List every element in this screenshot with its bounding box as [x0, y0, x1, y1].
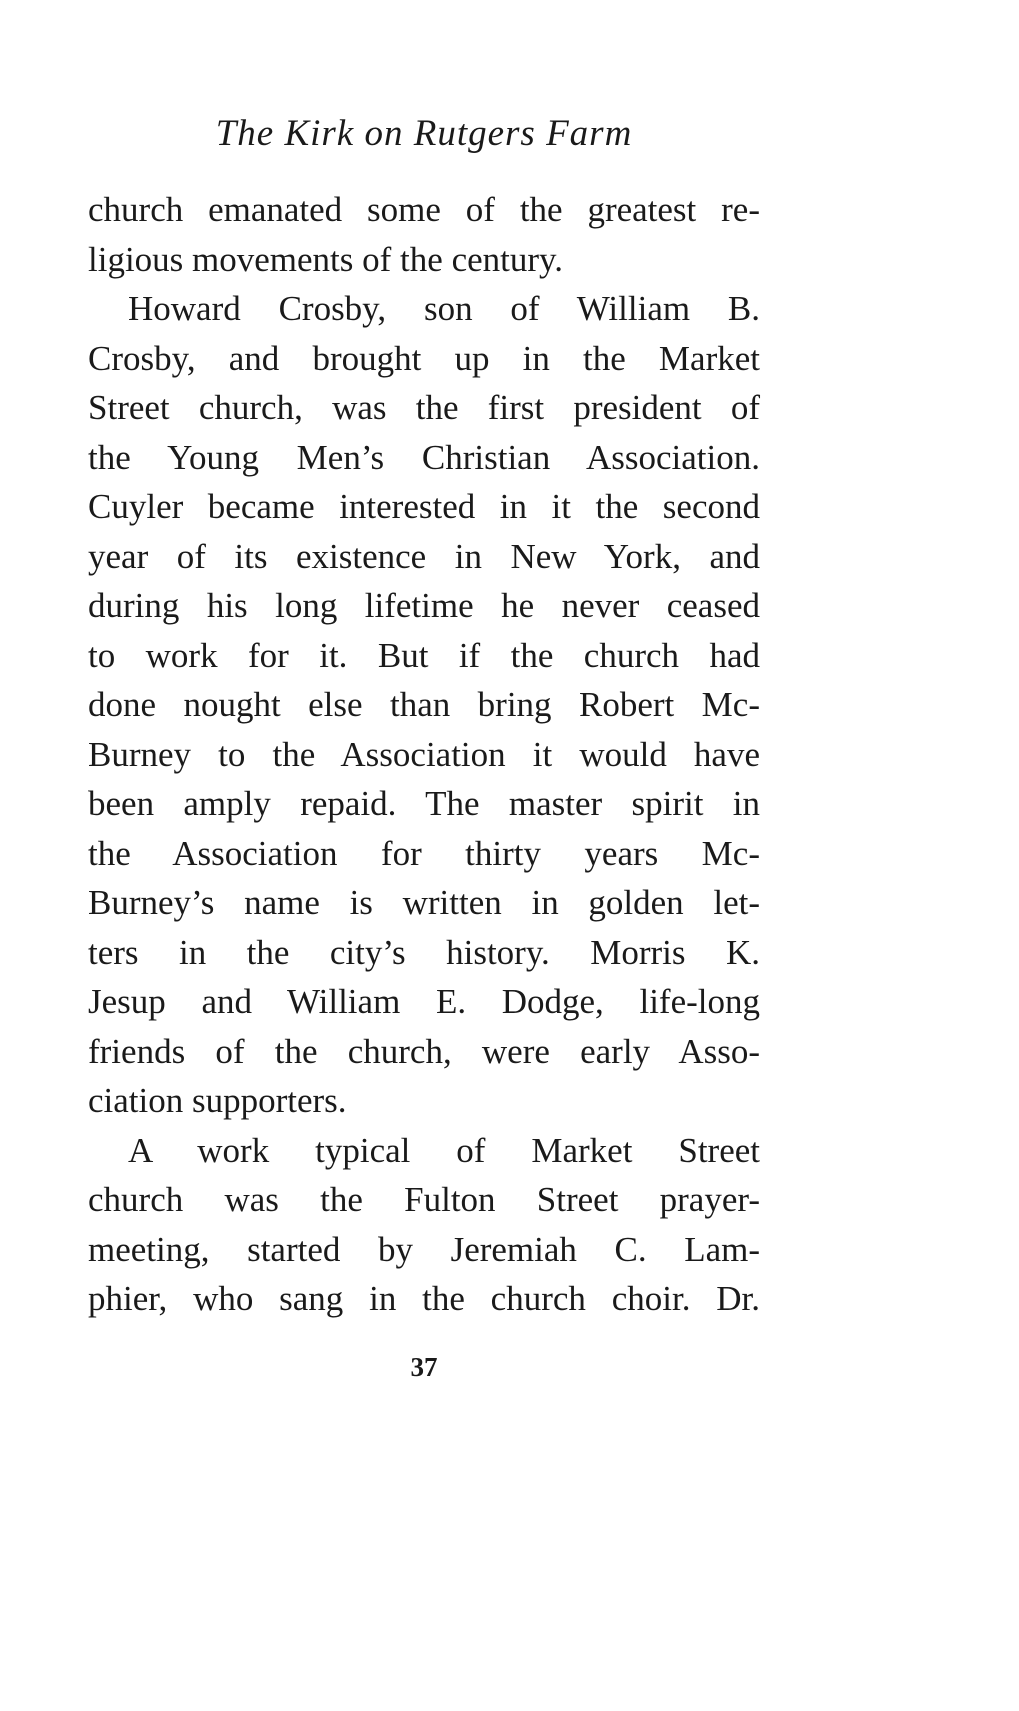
text-line: Howard Crosby, son of William B. — [128, 289, 760, 328]
text-line: been amply repaid. The master spirit in — [88, 784, 760, 823]
text-line: church emanated some of the greatest re- — [88, 190, 760, 229]
text-line: Burney’s name is written in golden let- — [88, 883, 760, 922]
text-line: ciation supporters. — [88, 1081, 347, 1120]
text-line: meeting, started by Jeremiah C. Lam- — [88, 1229, 760, 1269]
text-line: A work typical of Market Street — [128, 1130, 760, 1170]
text-line: Burney to the Association it would have — [88, 734, 760, 774]
text-line: ligious movements of the century. — [88, 239, 563, 279]
text-line: Street church, was the first president of — [88, 388, 760, 427]
text-line: friends of the church, were early Asso- — [88, 1031, 760, 1071]
paragraph-2 — [88, 284, 760, 1126]
text-line: to work for it. But if the church had — [88, 635, 760, 675]
text-line: Jesup and William E. Dodge, life-long — [88, 982, 760, 1021]
text-line: church was the Fulton Street prayer- — [88, 1180, 760, 1219]
text-line: ters in the city’s history. Morris K. — [88, 932, 760, 972]
paragraph-1 — [88, 185, 760, 284]
text-line: phier, who sang in the church choir. Dr. — [88, 1279, 760, 1318]
text-line: during his long lifetime he never ceased — [88, 586, 760, 625]
text-line: done nought else than bring Robert Mc- — [88, 685, 760, 724]
running-head: The Kirk on Rutgers Farm — [215, 113, 633, 154]
paragraph-3 — [88, 1126, 760, 1324]
text-line: year of its existence in New York, and — [88, 536, 760, 576]
text-line: the Young Men’s Christian Association. — [88, 437, 760, 477]
text-line: the Association for thirty years Mc- — [88, 833, 760, 873]
body-text — [88, 185, 760, 1324]
page-number: 37 — [410, 1352, 438, 1382]
text-line: Cuyler became interested in it the second — [88, 487, 760, 526]
text-line: Crosby, and brought up in the Market — [88, 338, 760, 378]
